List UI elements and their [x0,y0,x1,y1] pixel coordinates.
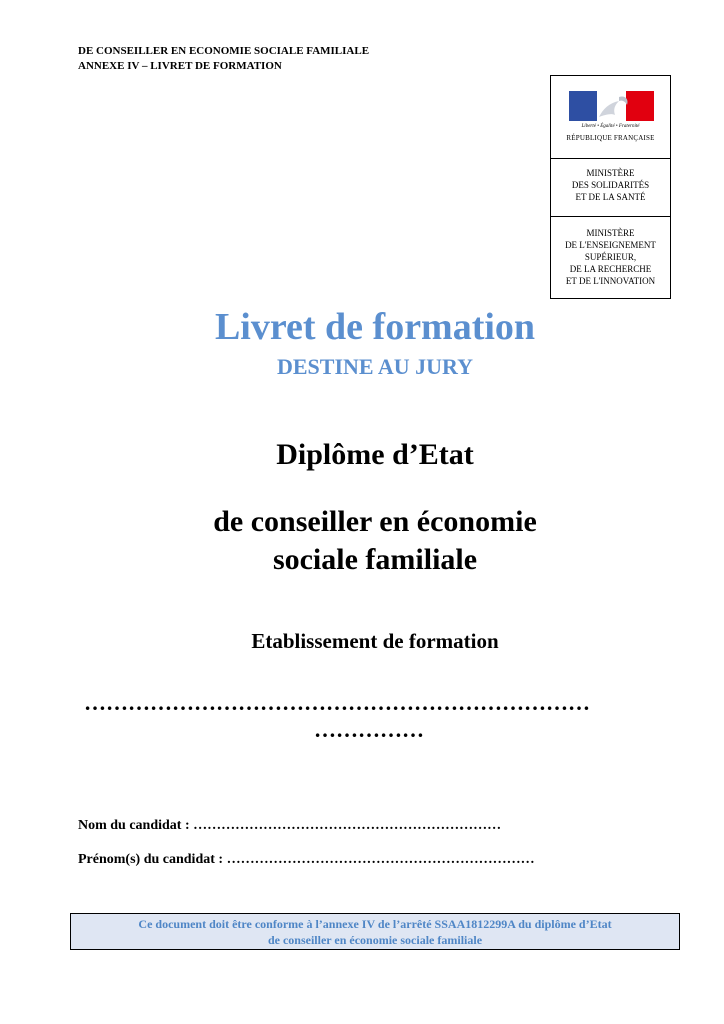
diploma-heading: Diplôme d’Etat [276,438,474,471]
ministry1-line: ET DE LA SANTÉ [575,192,646,202]
prenom-field [78,852,535,868]
ministry2-line: DE LA RECHERCHE [569,264,652,274]
header-line-1: DE CONSEILLER EN ECONOMIE SOCIALE FAMILIALE [78,45,370,57]
ministry1-line: DES SOLIDARITÉS [571,180,650,190]
republique-francaise-logo [551,76,670,159]
nom-label: Nom du candidat : [78,818,190,833]
ministry-enseignement [551,217,670,299]
etablissement-fill-line-2: …………… [314,717,424,742]
ministry1-line: MINISTÈRE [586,168,635,178]
marianne-flag-icon [569,91,654,121]
notice-line-2: de conseiller en économie sociale familiale [267,933,483,947]
notice-line-1: Ce document doit être conforme à l’annexe IV de l’arrêté SSAA1812299A du diplôme d’Etat [138,917,612,931]
conformity-notice [70,913,680,950]
republic-motto: Liberté • Égalité • Fraternité [581,124,640,129]
nom-fill-line: ………………………………………………………… [193,818,502,833]
republique-francaise-label: RÉPUBLIQUE FRANÇAISE [566,134,655,142]
ministry2-line: DE L'ENSEIGNEMENT [565,240,656,250]
ministry2-line: ET DE L'INNOVATION [565,276,656,286]
etablissement-label: Etablissement de formation [251,629,499,653]
ministry2-line: MINISTÈRE [586,228,635,238]
page-subtitle: DESTINE AU JURY [276,354,474,379]
ministry-solidarites [551,159,670,217]
etablissement-fill-line-1: …………………………………………………………… [84,690,590,715]
page-title: Livret de formation [214,306,536,348]
diploma-name-line-2: sociale familiale [272,543,478,576]
document-header [78,44,369,74]
prenom-fill-line: ………………………………………………………… [226,852,535,867]
ministry2-line: SUPÉRIEUR, [584,252,637,262]
prenom-label: Prénom(s) du candidat : [78,852,224,867]
nom-field [78,818,501,834]
ministry-box [550,75,671,299]
header-line-2: ANNEXE IV – LIVRET DE FORMATION [78,60,282,72]
diploma-name-line-1: de conseiller en économie [213,505,537,538]
diploma-name [0,503,724,579]
